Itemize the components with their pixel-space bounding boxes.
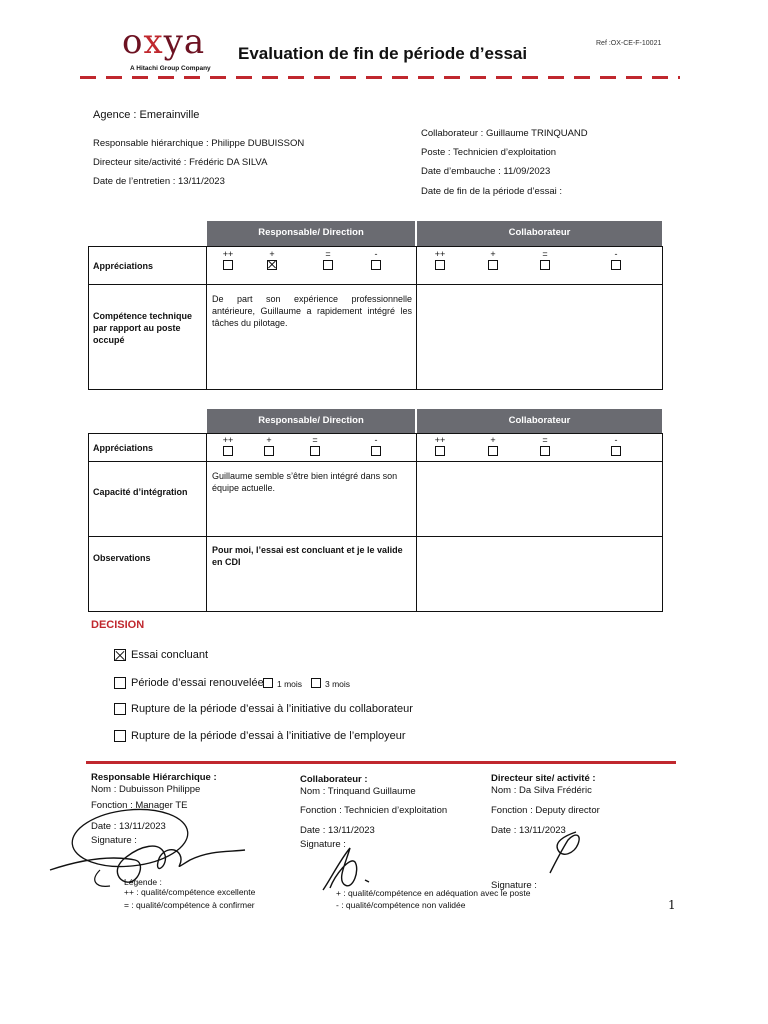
observations-responsable-comment: Pour moi, l’essai est concluant et je le valide en CDI	[212, 545, 403, 567]
competence-responsable-comment: De part son expérience professionnelle antérieure, Guillaume a rapidement intégré les tâches du pilotage.	[212, 294, 412, 328]
legend-title: Légende :	[124, 877, 162, 887]
signature-fonction: Fonction : Manager TE	[91, 800, 188, 811]
rating-checkbox-excellent[interactable]	[435, 260, 445, 270]
rating-checkbox-to-confirm[interactable]	[323, 260, 333, 270]
legend-item: + : qualité/compétence en adéquation avec le poste	[336, 888, 531, 898]
signature-divider	[86, 761, 676, 764]
signature-date: Date : 13/11/2023	[300, 825, 375, 836]
legend-item: - : qualité/compétence non validée	[336, 900, 466, 910]
decision-option-label: Rupture de la période d’essai à l’initiative de l’employeur	[131, 730, 406, 742]
column-header-collaborateur: Collaborateur	[417, 221, 662, 246]
directeur-handwritten-signature	[540, 828, 590, 878]
signature-label: Signature :	[491, 880, 537, 891]
date-fin-field: Date de fin de la période d’essai :	[421, 186, 563, 197]
symbol-to-confirm: =	[542, 249, 548, 259]
document-reference: Ref :OX-CE-F-10021	[596, 40, 662, 47]
symbol-excellent: ++	[222, 249, 234, 259]
agence-field: Agence : Emerainville	[93, 109, 200, 121]
date-entretien-field: Date de l’entretien : 13/11/2023	[93, 176, 225, 187]
signature-nom: Nom : Trinquand Guillaume	[300, 786, 416, 797]
rating-checkbox-not-validated[interactable]	[611, 446, 621, 456]
signature-nom: Nom : Da Silva Frédéric	[491, 785, 592, 796]
symbol-to-confirm: =	[325, 249, 331, 259]
rating-checkbox-not-validated[interactable]	[371, 446, 381, 456]
integration-label-cell	[88, 461, 207, 537]
rating-checkbox-to-confirm[interactable]	[540, 260, 550, 270]
legend-item: ++ : qualité/compétence excellente	[124, 887, 256, 897]
collaborateur-field: Collaborateur : Guillaume TRINQUAND	[421, 128, 588, 139]
competence-label: Compétence technique par rapport au poste occupé	[93, 311, 193, 345]
date-embauche-field: Date d’embauche : 11/09/2023	[421, 166, 551, 177]
symbol-excellent: ++	[434, 435, 446, 445]
signature-fonction: Fonction : Deputy director	[491, 805, 600, 816]
integration-collaborateur-cell	[416, 461, 663, 537]
decision-checkbox[interactable]	[114, 703, 126, 715]
responsable-field: Responsable hiérarchique : Philippe DUBUISSON	[93, 138, 305, 149]
rating-checkbox-adequate[interactable]	[488, 446, 498, 456]
renew-1-month-checkbox[interactable]	[263, 678, 273, 688]
rating-checkbox-adequate[interactable]	[264, 446, 274, 456]
rating-checkbox-adequate-checked[interactable]	[267, 260, 277, 270]
column-header-responsable: Responsable/ Direction	[207, 221, 415, 246]
column-header-collaborateur: Collaborateur	[417, 409, 662, 434]
signature-fonction: Fonction : Technicien d’exploitation	[300, 805, 448, 816]
appreciations-label: Appréciations	[93, 443, 154, 453]
rating-checkbox-excellent[interactable]	[223, 260, 233, 270]
decision-option-label: Essai concluant	[131, 649, 209, 661]
appreciations-label-cell	[88, 246, 207, 285]
symbol-adequate: +	[490, 249, 496, 259]
signature-label: Signature :	[91, 835, 137, 846]
observations-label-cell	[88, 536, 207, 612]
competence-label-cell	[88, 284, 207, 390]
poste-field: Poste : Technicien d’exploitation	[421, 147, 557, 158]
observations-responsable-cell	[206, 536, 417, 612]
rating-checkbox-excellent[interactable]	[223, 446, 233, 456]
appreciations-responsable-cell	[206, 246, 417, 285]
signature-title: Collaborateur :	[300, 774, 368, 785]
rating-checkbox-to-confirm[interactable]	[540, 446, 550, 456]
rating-checkbox-excellent[interactable]	[435, 446, 445, 456]
symbol-to-confirm: =	[542, 435, 548, 445]
integration-responsable-cell	[206, 461, 417, 537]
symbol-to-confirm: =	[312, 435, 318, 445]
rating-checkbox-not-validated[interactable]	[611, 260, 621, 270]
appreciations-label: Appréciations	[93, 261, 154, 271]
renew-1-month-label: 1 mois	[277, 679, 303, 689]
page-number: 1	[668, 898, 676, 912]
symbol-adequate: +	[490, 435, 496, 445]
decision-checkbox-checked[interactable]	[114, 649, 126, 661]
signature-date: Date : 13/11/2023	[91, 821, 166, 832]
symbol-excellent: ++	[222, 435, 234, 445]
competence-collaborateur-cell	[416, 284, 663, 390]
legend-item: = : qualité/compétence à confirmer	[124, 900, 255, 910]
symbol-not-validated: -	[614, 435, 618, 445]
competence-responsable-cell	[206, 284, 417, 390]
decision-option-label: Période d’essai renouvelée	[131, 677, 264, 689]
signature-title: Responsable Hiérarchique :	[91, 772, 217, 783]
header-divider	[80, 76, 680, 79]
symbol-not-validated: -	[374, 435, 378, 445]
signature-date: Date : 13/11/2023	[491, 825, 566, 836]
renew-3-month-checkbox[interactable]	[311, 678, 321, 688]
observations-label: Observations	[93, 553, 151, 563]
integration-label: Capacité d’intégration	[93, 487, 188, 497]
symbol-not-validated: -	[614, 249, 618, 259]
appreciations-label-cell	[88, 433, 207, 462]
decision-checkbox[interactable]	[114, 677, 126, 689]
signature-nom: Nom : Dubuisson Philippe	[91, 784, 201, 795]
observations-collaborateur-cell	[416, 536, 663, 612]
symbol-adequate: +	[266, 435, 272, 445]
renew-3-month-label: 3 mois	[325, 679, 351, 689]
symbol-excellent: ++	[434, 249, 446, 259]
signature-label: Signature :	[300, 839, 346, 850]
column-header-responsable: Responsable/ Direction	[207, 409, 415, 434]
integration-responsable-comment: Guillaume semble s’être bien intégré dans son équipe actuelle.	[212, 471, 398, 493]
rating-checkbox-to-confirm[interactable]	[310, 446, 320, 456]
decision-option-label: Rupture de la période d’essai à l’initiative du collaborateur	[131, 703, 413, 715]
oxya-logo: oxya	[122, 22, 206, 62]
signature-title: Directeur site/ activité :	[491, 773, 596, 784]
decision-title: DECISION	[91, 619, 145, 631]
page-title: Evaluation de fin de période d’essai	[238, 44, 528, 63]
logo-subtitle: A Hitachi Group Company	[130, 65, 211, 72]
symbol-adequate: +	[269, 249, 275, 259]
decision-checkbox[interactable]	[114, 730, 126, 742]
rating-checkbox-not-validated[interactable]	[371, 260, 381, 270]
rating-checkbox-adequate[interactable]	[488, 260, 498, 270]
directeur-field: Directeur site/activité : Frédéric DA SILVA	[93, 157, 268, 168]
symbol-not-validated: -	[374, 249, 378, 259]
